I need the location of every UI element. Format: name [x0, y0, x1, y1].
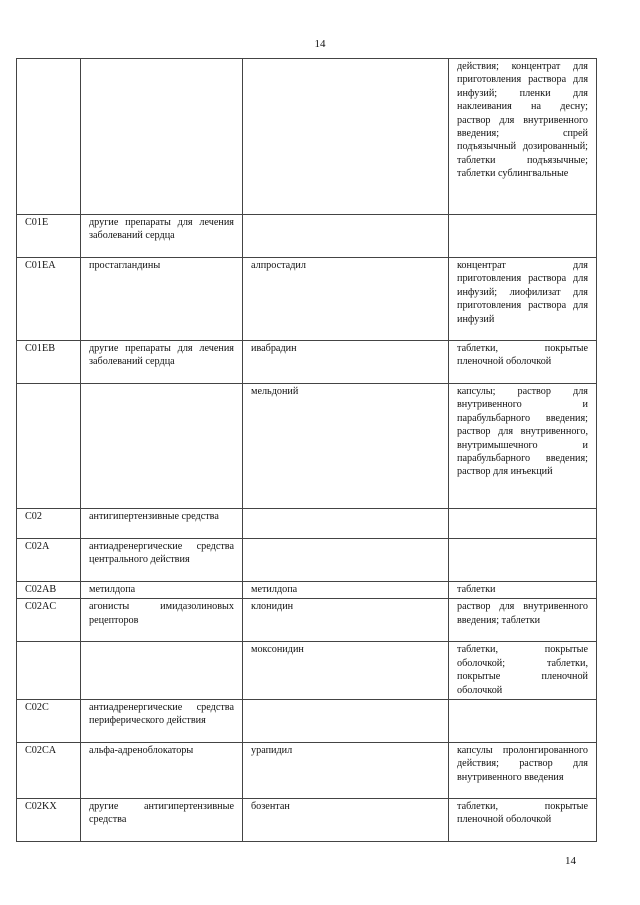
- group-cell: альфа-адреноблокаторы: [81, 743, 243, 799]
- group-cell: [81, 59, 243, 215]
- drug-cell: алпростадил: [243, 258, 449, 341]
- table-row: [17, 582, 597, 599]
- group-cell: другие антигипертензивные средства: [81, 799, 243, 842]
- forms-cell: таблетки, покрытые оболочкой; таблетки, покрытые пленочной оболочкой: [449, 642, 597, 700]
- forms-cell: таблетки, покрытые пленочной оболочкой: [449, 799, 597, 842]
- drug-cell: клонидин: [243, 599, 449, 642]
- group-cell: агонисты имидазолиновых рецепторов: [81, 599, 243, 642]
- drug-cell: урапидил: [243, 743, 449, 799]
- group-cell: метилдопа: [81, 582, 243, 599]
- atc-code-cell: [17, 59, 81, 215]
- drug-cell: [243, 509, 449, 539]
- forms-cell: [449, 215, 597, 258]
- table-row: [17, 599, 597, 642]
- drug-cell: ивабрадин: [243, 341, 449, 384]
- drug-cell: бозентан: [243, 799, 449, 842]
- drug-cell: [243, 700, 449, 743]
- table-row: [17, 384, 597, 509]
- atc-code-cell: C02CA: [17, 743, 81, 799]
- group-cell: другие препараты для лечения заболеваний сердца: [81, 215, 243, 258]
- forms-cell: таблетки, покрытые пленочной оболочкой: [449, 341, 597, 384]
- drug-cell: [243, 59, 449, 215]
- group-cell: [81, 642, 243, 700]
- forms-cell: концентрат для приготовления раствора для инфузий; лиофилизат для приготовления раствора для инфузий: [449, 258, 597, 341]
- group-cell: [81, 384, 243, 509]
- table-row: [17, 539, 597, 582]
- group-cell: антиадренергические средства периферического действия: [81, 700, 243, 743]
- table-row: [17, 743, 597, 799]
- table-row: [17, 799, 597, 842]
- group-cell: антигипертензивные средства: [81, 509, 243, 539]
- table-row: [17, 341, 597, 384]
- table-row: [17, 509, 597, 539]
- atc-code-cell: [17, 384, 81, 509]
- atc-code-cell: [17, 642, 81, 700]
- table-row: [17, 215, 597, 258]
- forms-cell: таблетки: [449, 582, 597, 599]
- forms-cell: капсулы пролонгированного действия; раствор для внутривенного введения: [449, 743, 597, 799]
- atc-code-cell: C02A: [17, 539, 81, 582]
- drug-cell: [243, 539, 449, 582]
- drug-cell: метилдопа: [243, 582, 449, 599]
- atc-code-cell: C01EA: [17, 258, 81, 341]
- atc-code-cell: C02AB: [17, 582, 81, 599]
- atc-code-cell: C02C: [17, 700, 81, 743]
- forms-cell: [449, 509, 597, 539]
- table-row: [17, 700, 597, 743]
- table-row: [17, 642, 597, 700]
- forms-cell: действия; концентрат для приготовления раствора для инфузий; пленки для наклеивания на десну; раствор для внутривенного введения; спрей подъязычный дозированный; таблетки подъязычные; таблетки сублингвальные: [449, 59, 597, 215]
- group-cell: простагландины: [81, 258, 243, 341]
- atc-code-cell: C01EB: [17, 341, 81, 384]
- atc-code-cell: C01E: [17, 215, 81, 258]
- drug-cell: [243, 215, 449, 258]
- forms-cell: [449, 539, 597, 582]
- page-number-top: 14: [314, 38, 326, 50]
- atc-code-cell: C02KX: [17, 799, 81, 842]
- atc-code-cell: C02AC: [17, 599, 81, 642]
- forms-cell: раствор для внутривенного введения; таблетки: [449, 599, 597, 642]
- table-row: [17, 258, 597, 341]
- atc-code-cell: C02: [17, 509, 81, 539]
- drug-cell: мельдоний: [243, 384, 449, 509]
- forms-cell: [449, 700, 597, 743]
- drug-table: [16, 58, 597, 842]
- table-row: [17, 59, 597, 215]
- page-number-bottom: 14: [565, 855, 576, 867]
- drug-cell: моксонидин: [243, 642, 449, 700]
- forms-cell: капсулы; раствор для внутривенного и парабульбарного введения; раствор для внутривенного, внутримышечного и парабульбарного введения; раствор для инъекций: [449, 384, 597, 509]
- group-cell: антиадренергические средства центрального действия: [81, 539, 243, 582]
- group-cell: другие препараты для лечения заболеваний сердца: [81, 341, 243, 384]
